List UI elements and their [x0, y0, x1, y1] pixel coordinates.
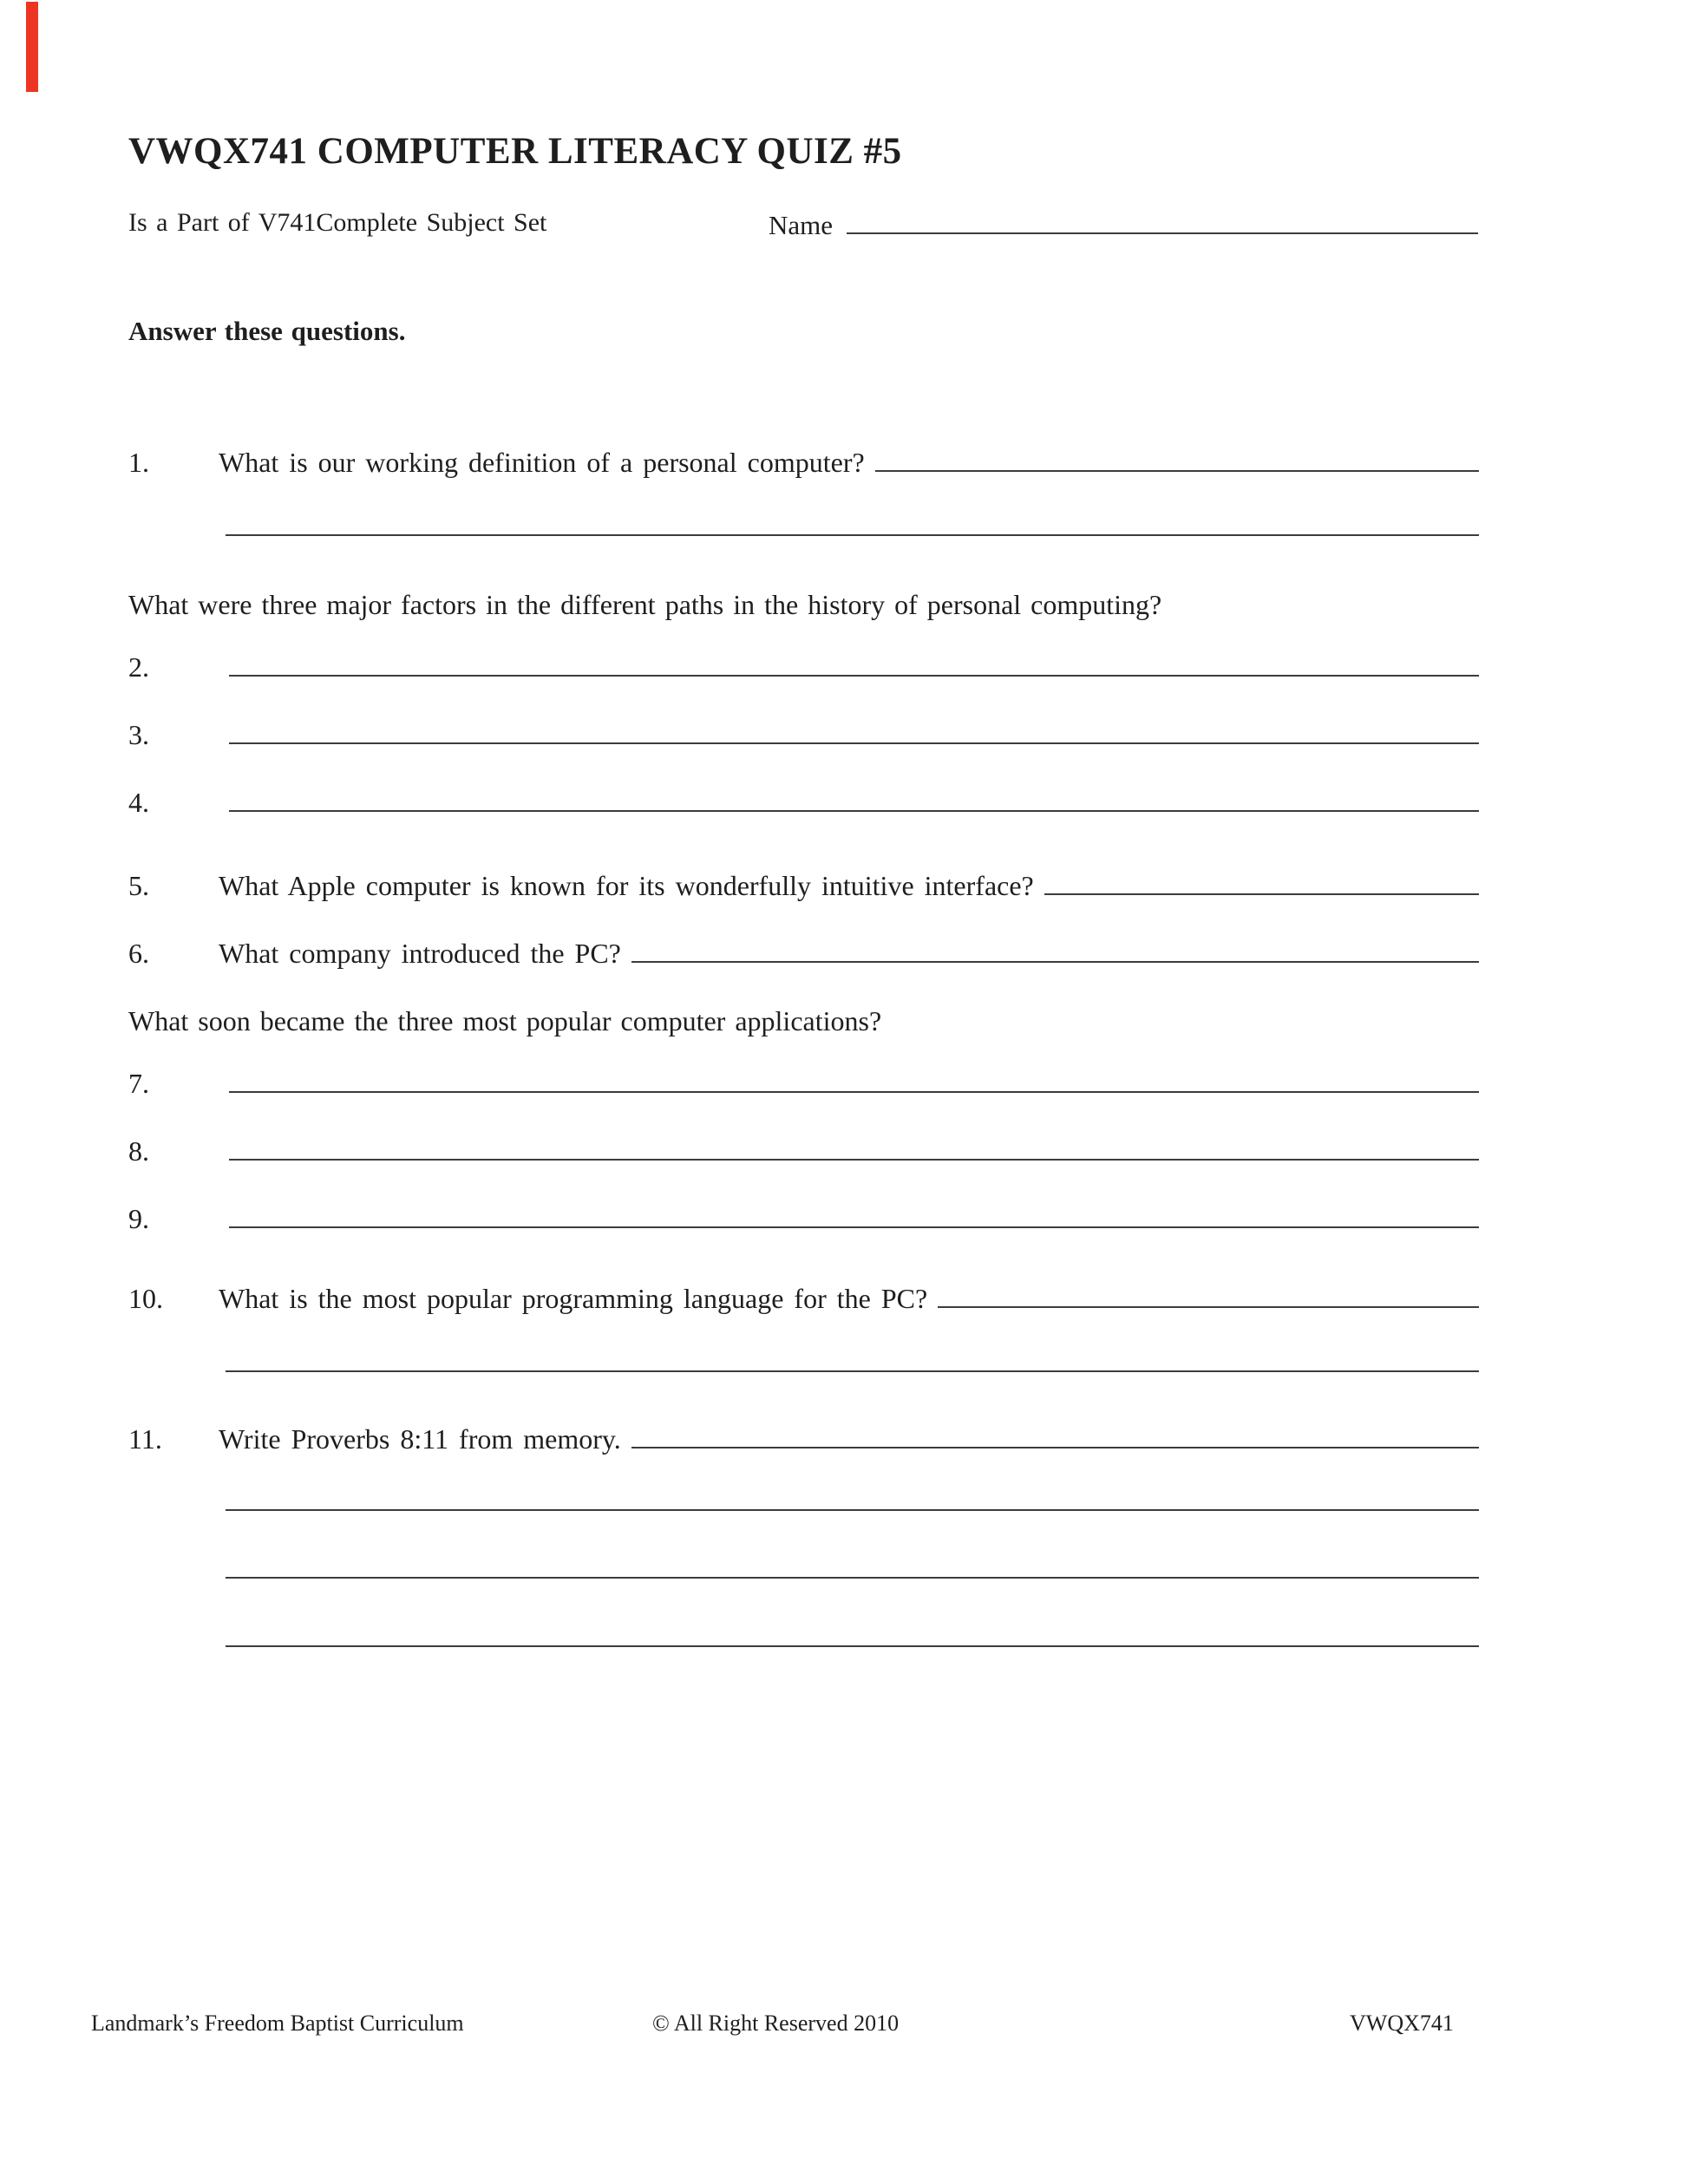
- question-row: [128, 937, 1479, 970]
- section-prompt-applications: What soon became the three most popular computer applications?: [128, 1005, 882, 1036]
- name-blank-line: [847, 232, 1478, 234]
- question-number: 6.: [128, 938, 149, 969]
- instructions-heading: Answer these questions.: [128, 316, 406, 346]
- answer-line: [226, 1645, 1479, 1647]
- answer-blank: [938, 1306, 1479, 1308]
- question-number: 11.: [128, 1423, 162, 1455]
- answer-blank: [631, 1447, 1479, 1448]
- answer-blank: [229, 1159, 1479, 1161]
- question-number: 9.: [128, 1203, 149, 1234]
- question-number: 5.: [128, 870, 149, 901]
- question-row: [128, 1202, 1479, 1235]
- question-number: 10.: [128, 1283, 163, 1314]
- question-row: [128, 1135, 1479, 1167]
- name-field-row: [769, 210, 1478, 241]
- question-row: [128, 1282, 1479, 1315]
- footer-code: VWQX741: [1350, 2011, 1454, 2036]
- answer-blank: [229, 675, 1479, 677]
- answer-blank: [229, 742, 1479, 744]
- question-row: [128, 786, 1479, 819]
- question-number: 8.: [128, 1135, 149, 1167]
- question-row: [128, 869, 1479, 902]
- scan-artifact-red-mark: [26, 2, 38, 92]
- section-prompt-factors: What were three major factors in the different paths in the history of personal computing?: [128, 589, 1162, 620]
- question-text: What is our working definition of a personal computer?: [219, 447, 865, 478]
- quiz-subtitle: Is a Part of V741Complete Subject Set: [128, 208, 547, 237]
- question-row: [128, 651, 1479, 683]
- question-row: [128, 1067, 1479, 1100]
- question-text: What is the most popular programming language for the PC?: [219, 1283, 928, 1314]
- question-row: [128, 446, 1479, 479]
- question-number: 3.: [128, 719, 149, 750]
- question-text: What Apple computer is known for its wonderfully intuitive interface?: [219, 870, 1034, 901]
- footer-copyright: © All Right Reserved 2010: [652, 2011, 900, 2036]
- question-number: 7.: [128, 1068, 149, 1099]
- answer-line: [226, 534, 1479, 536]
- name-label: Name: [769, 210, 834, 240]
- question-row: [128, 1422, 1479, 1455]
- answer-blank: [229, 810, 1479, 812]
- question-number: 1.: [128, 447, 149, 478]
- question-row: [128, 718, 1479, 751]
- question-number: 4.: [128, 787, 149, 818]
- answer-line: [226, 1509, 1479, 1511]
- question-text: What company introduced the PC?: [219, 938, 621, 969]
- question-number: 2.: [128, 651, 149, 683]
- answer-line: [226, 1577, 1479, 1579]
- footer-curriculum: Landmark’s Freedom Baptist Curriculum: [91, 2011, 464, 2036]
- question-text: Write Proverbs 8:11 from memory.: [219, 1423, 621, 1455]
- quiz-title: VWQX741 COMPUTER LITERACY QUIZ #5: [128, 131, 902, 172]
- answer-blank: [229, 1091, 1479, 1093]
- answer-blank: [875, 470, 1479, 472]
- answer-blank: [1044, 893, 1479, 895]
- answer-blank: [631, 961, 1479, 963]
- answer-blank: [229, 1226, 1479, 1228]
- answer-line: [226, 1370, 1479, 1372]
